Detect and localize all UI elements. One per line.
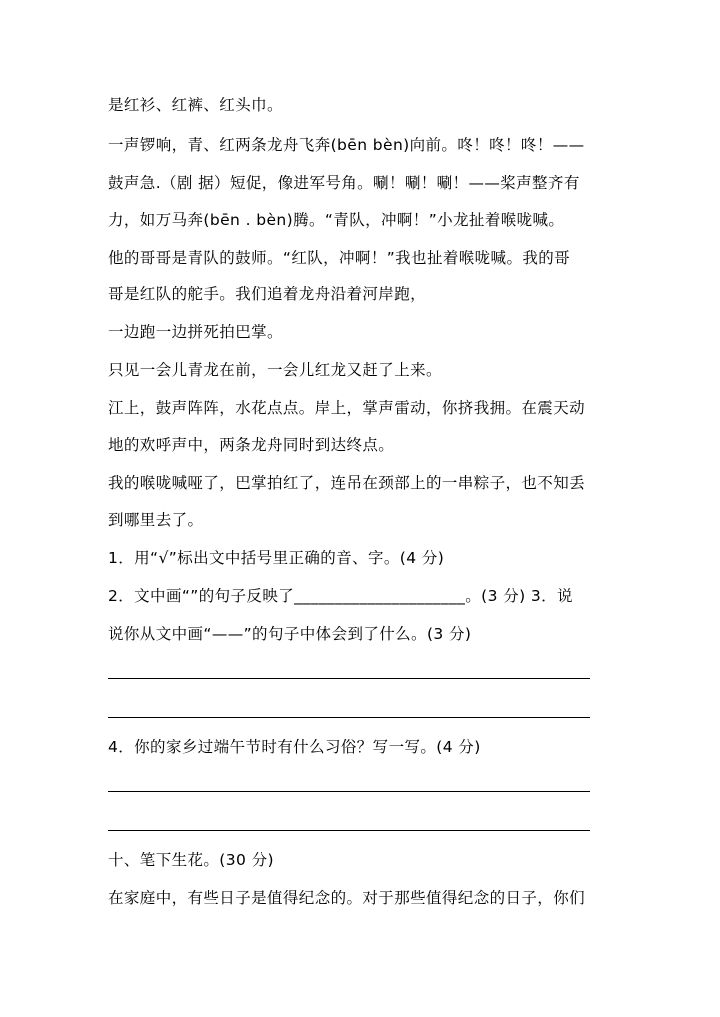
question-3-continued: 说你从文中画“——”的句子中体会到了什么。(3 分) [108, 625, 472, 643]
section-title: 十、笔下生花。(30 分) [108, 851, 274, 869]
question-2-3: 2．文中画“”的句子反映了_____________________。(3 分) 3．说 [108, 587, 573, 605]
passage-line: 力，如万马奔(bēn . bèn)腾。“青队，冲啊！”小龙扯着喉咙喊。 [108, 211, 565, 229]
answer-line [108, 717, 590, 718]
passage-line: 我的喉咙喊哑了，巴掌拍红了，连吊在颈部上的一串粽子，也不知丢 [108, 474, 586, 492]
passage-line: 是红衫、红裤、红头巾。 [108, 96, 283, 114]
passage-line: 到哪里去了。 [108, 511, 204, 529]
answer-line [108, 830, 590, 831]
answer-line [108, 678, 590, 679]
passage-line: 哥是红队的舵手。我们追着龙舟沿着河岸跑， [108, 285, 427, 303]
passage-line: 一边跑一边拼死拍巴掌。 [108, 323, 283, 341]
section-prompt: 在家庭中，有些日子是值得纪念的。对于那些值得纪念的日子，你们 [108, 889, 586, 907]
question-4: 4．你的家乡过端午节时有什么习俗？写一写。(4 分) [108, 738, 481, 756]
passage-line: 鼓声急.（剧 据）短促，像进军号角。唰！唰！唰！——桨声整齐有 [108, 174, 580, 192]
passage-line: 江上，鼓声阵阵，水花点点。岸上，掌声雷动，你挤我拥。在震天动 [108, 399, 586, 417]
passage-line: 地的欢呼声中，两条龙舟同时到达终点。 [108, 436, 395, 454]
question-1: 1．用“√”标出文中括号里正确的音、字。(4 分) [108, 549, 445, 567]
passage-line: 只见一会儿青龙在前，一会儿红龙又赶了上来。 [108, 361, 442, 379]
passage-line: 一声锣响，青、红两条龙舟飞奔(bēn bèn)向前。咚！咚！咚！—— [108, 136, 585, 154]
passage-line: 他的哥哥是青队的鼓师。“红队，冲啊！”我也扯着喉咙喊。我的哥 [108, 249, 571, 267]
answer-line [108, 791, 590, 792]
